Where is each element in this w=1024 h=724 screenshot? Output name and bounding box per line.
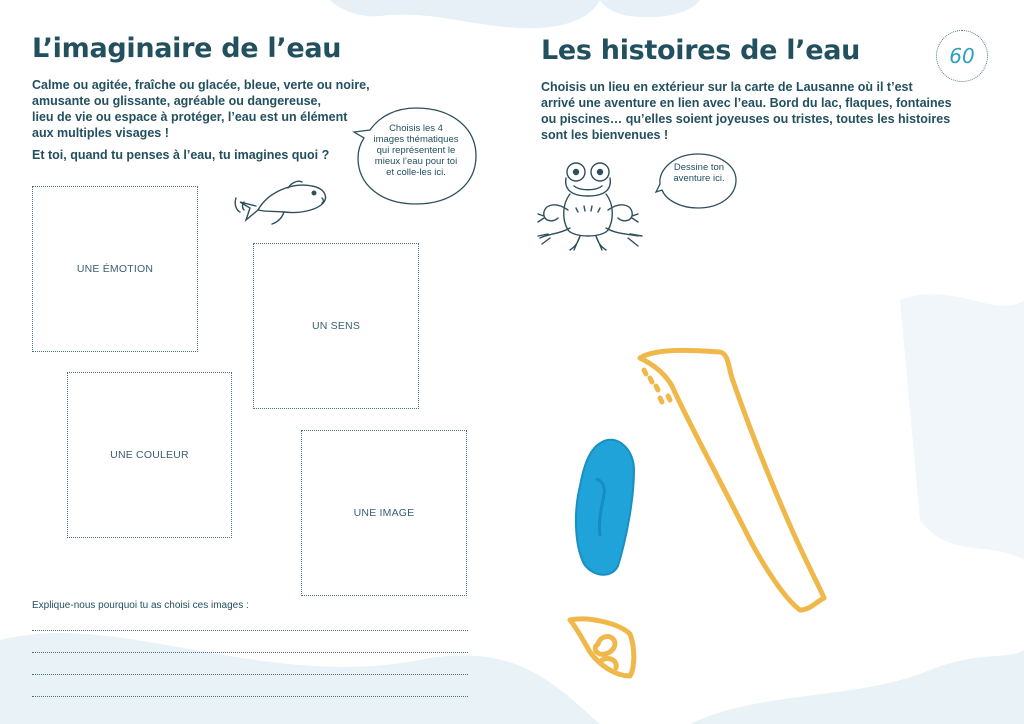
fish-icon bbox=[228, 176, 332, 232]
write-line[interactable] bbox=[32, 652, 468, 653]
bubble-left-line: et colle-les ici. bbox=[386, 167, 446, 178]
write-line[interactable] bbox=[32, 674, 468, 675]
left-question: Et toi, quand tu penses à l’eau, tu imagines quoi ? bbox=[32, 148, 330, 162]
bubble-left-text bbox=[364, 123, 468, 178]
bubble-left-line: images thématiques bbox=[373, 134, 459, 145]
bubble-right-line: Dessine ton bbox=[673, 162, 725, 173]
write-line[interactable] bbox=[32, 630, 468, 631]
bubble-left-line: Choisis les 4 bbox=[389, 123, 443, 134]
bubble-right-line: aventure ici. bbox=[673, 173, 725, 184]
explain-label: Explique-nous pourquoi tu as choisi ces images : bbox=[32, 600, 249, 611]
child-drawing bbox=[560, 330, 850, 690]
box-sens[interactable] bbox=[253, 243, 419, 409]
page-number: 60 bbox=[936, 30, 988, 82]
right-intro-line: arrivé une aventure en lien avec l’eau. Bord du lac, flaques, fontaines bbox=[541, 96, 952, 110]
bubble-left-line: mieux l’eau pour toi bbox=[374, 156, 458, 167]
left-page-title: L’imaginaire de l’eau bbox=[32, 33, 342, 64]
left-intro-line: Calme ou agitée, fraîche ou glacée, bleue, verte ou noire, bbox=[32, 78, 370, 92]
right-intro bbox=[541, 79, 952, 143]
left-intro bbox=[32, 77, 370, 141]
right-page-title: Les histoires de l’eau bbox=[541, 35, 861, 66]
box-couleur[interactable] bbox=[67, 372, 232, 538]
box-couleur-label: UNE COULEUR bbox=[110, 449, 189, 461]
left-intro-line: amusante ou glissante, agréable ou dangereuse, bbox=[32, 94, 321, 108]
write-line[interactable] bbox=[32, 696, 468, 697]
right-intro-line: sont les bienvenues ! bbox=[541, 128, 669, 142]
bubble-left-line: qui représentent le bbox=[376, 145, 456, 156]
bubble-right-text bbox=[664, 162, 734, 184]
box-image[interactable] bbox=[301, 430, 467, 596]
box-emotion[interactable] bbox=[32, 186, 198, 352]
box-emotion-label: UNE ÉMOTION bbox=[76, 263, 154, 275]
right-intro-line: Choisis un lieu en extérieur sur la carte de Lausanne où il t’est bbox=[541, 80, 913, 94]
frog-icon bbox=[534, 158, 660, 254]
left-intro-line: lieu de vie ou espace à protéger, l’eau est un élément bbox=[32, 110, 348, 124]
right-intro-line: ou piscines… qu’elles soient joyeuses ou tristes, toutes les histoires bbox=[541, 112, 951, 126]
left-intro-line: aux multiples visages ! bbox=[32, 126, 169, 140]
box-image-label: UNE IMAGE bbox=[353, 507, 415, 519]
box-sens-label: UN SENS bbox=[311, 320, 361, 332]
